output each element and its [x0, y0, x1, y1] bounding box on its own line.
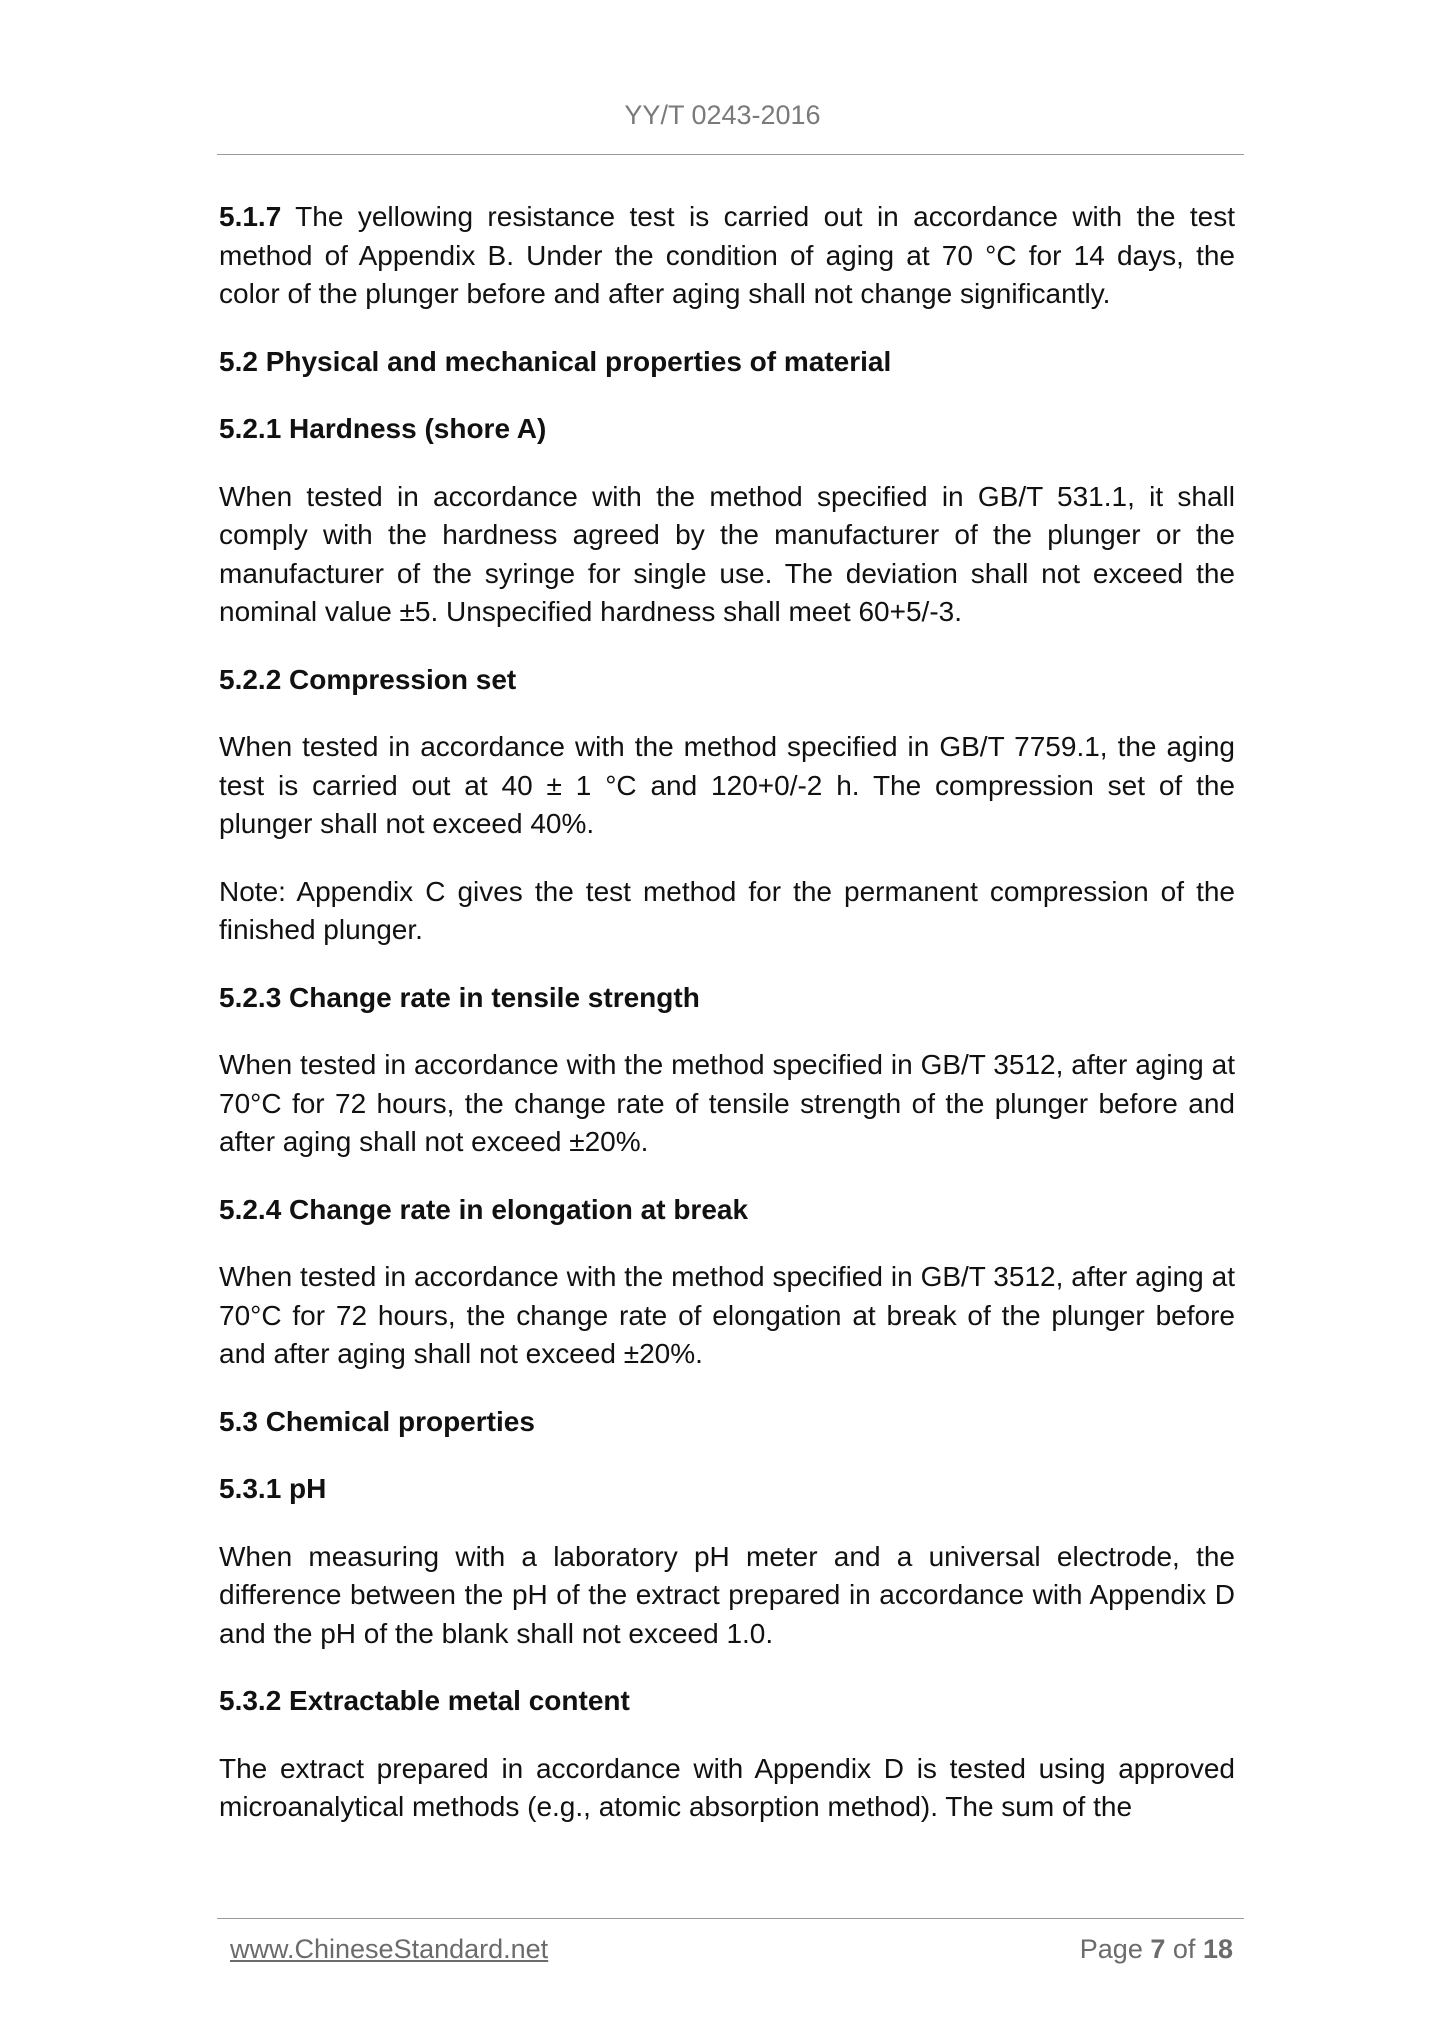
- heading-5-2-2: 5.2.2 Compression set: [219, 663, 517, 695]
- clause-number: 5.1.7: [219, 201, 282, 232]
- website-link[interactable]: www.ChineseStandard.net: [230, 1934, 549, 1964]
- paragraph-text: The yellowing resistance test is carried out in accordance with the test method of Appendix B. Under the condition of aging at 70 °C for 14 days, the color of the plunger before and after aging shall not change significantly.: [219, 201, 1235, 309]
- heading-5-2-4: 5.2.4 Change rate in elongation at break: [219, 1193, 749, 1225]
- heading-5-3-2: 5.3.2 Extractable metal content: [219, 1685, 630, 1716]
- paragraph-compression-set: When tested in accordance with the method specified in GB/T 7759.1, the aging test is carried out at 40 ± 1 °C and 120+0/-2 h. The compression set of the plunger shall not exceed 40%.: [219, 731, 1235, 839]
- document-body: [219, 198, 1235, 1856]
- page-indicator: [1080, 1934, 1233, 1965]
- heading-5-3-1: 5.3.1 pH: [219, 1473, 327, 1504]
- total-pages-number: 18: [1202, 1934, 1233, 1964]
- heading-5-2: 5.2 Physical and mechanical properties of material: [219, 345, 892, 377]
- current-page-number: 7: [1150, 1934, 1166, 1964]
- heading-5-3: 5.3 Chemical properties: [219, 1405, 535, 1437]
- paragraph-elongation: When tested in accordance with the method specified in GB/T 3512, after aging at 70°C for 72 hours, the change rate of elongation at break of the plunger before and after aging shall not exceed ±20%.: [219, 1261, 1235, 1369]
- paragraph-note: Note: Appendix C gives the test method for the permanent compression of the finished plunger.: [219, 875, 1235, 945]
- header-divider: [217, 154, 1244, 155]
- heading-5-2-3: 5.2.3 Change rate in tensile strength: [219, 981, 700, 1013]
- heading-5-2-1: 5.2.1 Hardness (shore A): [219, 413, 547, 444]
- paragraph-ph: When measuring with a laboratory pH meter and a universal electrode, the difference between the pH of the extract prepared in accordance with Appendix D and the pH of the blank shall not exceed 1.0.: [219, 1540, 1235, 1649]
- paragraph-hardness: When tested in accordance with the method specified in GB/T 531.1, it shall comply with the hardness agreed by the manufacturer of the plunger or the manufacturer of the syringe for single use. The deviation shall not exceed the nominal value ±5. Unspecified hardness shall meet 60+5/-3.: [219, 480, 1235, 627]
- paragraph-5-1-7: [219, 198, 1235, 314]
- document-id-header: YY/T 0243-2016: [624, 100, 821, 130]
- of-label: of: [1172, 1934, 1196, 1964]
- page-label: Page: [1079, 1934, 1143, 1964]
- paragraph-tensile-strength: When tested in accordance with the method specified in GB/T 3512, after aging at 70°C for 72 hours, the change rate of tensile strength of the plunger before and after aging shall not exceed ±20%.: [219, 1049, 1235, 1157]
- paragraph-metal-content: The extract prepared in accordance with Appendix D is tested using approved microanalytical methods (e.g., atomic absorption method). The sum of the: [219, 1752, 1235, 1822]
- footer-divider: [217, 1918, 1244, 1919]
